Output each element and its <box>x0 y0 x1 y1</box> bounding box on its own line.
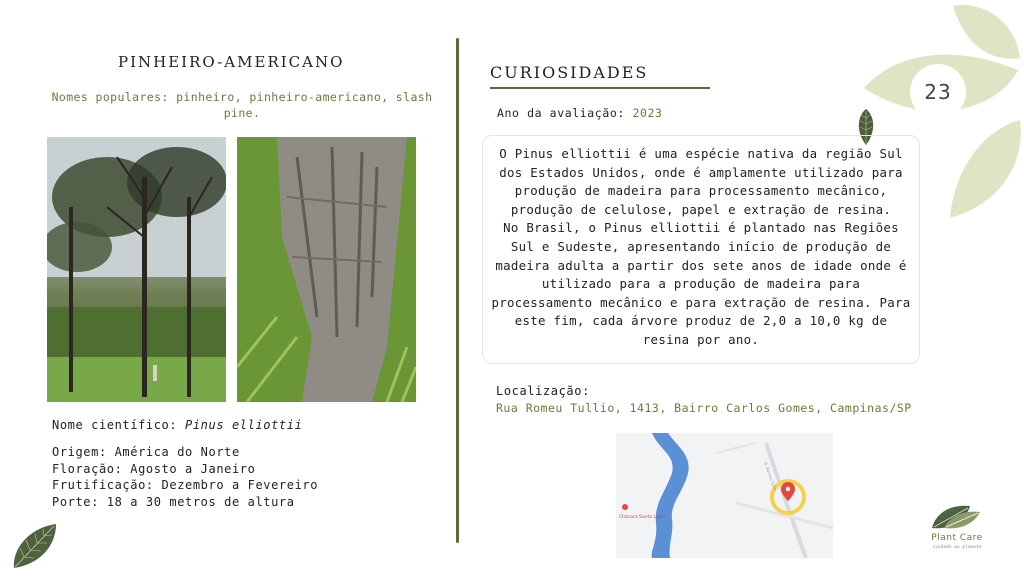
popular-names-label: Nomes populares: <box>51 90 169 104</box>
fact-fruiting: Frutificação: Dezembro a Fevereiro <box>52 478 319 492</box>
map-illustration <box>616 433 833 558</box>
plant-care-logo-icon <box>930 502 982 532</box>
popular-names <box>48 89 436 121</box>
column-divider <box>456 38 459 543</box>
evaluation-year <box>497 106 663 120</box>
fact-size: Porte: 18 a 30 metros de altura <box>52 494 295 509</box>
fact-flowering: Floração: Agosto a Janeiro <box>52 461 256 476</box>
leaf-shape <box>953 5 1020 59</box>
popular-names-value: pinheiro, pinheiro-americano, slash pine. <box>176 90 433 120</box>
location-map[interactable] <box>616 433 833 558</box>
location-label: Localização: <box>496 384 590 398</box>
map-place-label: Chácara Santa Lucia <box>619 515 666 520</box>
species-title: PINHEIRO-AMERICANO <box>118 53 345 71</box>
tree-photo <box>47 137 226 402</box>
trunk-photo-illustration <box>237 137 416 402</box>
page-number: 23 <box>910 64 966 120</box>
trunk-photo <box>237 137 416 402</box>
leaf-shape <box>950 120 1021 218</box>
scientific-name <box>52 418 302 432</box>
evaluation-year-label: Ano da avaliação: <box>497 106 625 120</box>
decorative-leaf-icon <box>10 522 60 570</box>
brand-tagline: cuidado ao planeta <box>932 545 982 550</box>
curiosities-underline <box>490 87 710 89</box>
description-box <box>482 135 920 364</box>
place-marker-icon <box>622 504 628 510</box>
species-facts <box>52 444 318 510</box>
evaluation-year-value: 2023 <box>632 106 663 120</box>
location-address: Rua Romeu Tullio, 1413, Bairro Carlos Gomes, Campinas/SP <box>496 401 912 415</box>
fact-origin: Origem: América do Norte <box>52 445 240 459</box>
tree-photo-illustration <box>47 137 226 402</box>
map-road-label: R. Romeu Tullio <box>763 461 779 493</box>
curiosities-title: CURIOSIDADES <box>490 63 649 82</box>
description-paragraph: No Brasil, o Pinus elliottii é plantado nas Regiões Sul e Sudeste, apresentando início de produção de madeira adulta a partir dos sete anos de idade onde é utilizado para a produção de madeira para processamento mecânico e para extração de resina. Para este fim, cada árvore produz de 2,0 a 10,0 kg de resina por ano. <box>491 220 911 347</box>
brand-name: Plant Care <box>931 533 983 543</box>
scientific-name-label: Nome científico: <box>52 418 178 432</box>
description-paragraph: O Pinus elliottii é uma espécie nativa da região Sul dos Estados Unidos, onde é amplamente utilizado para produção de madeira para processamento mecânico, produção de celulose, papel e extração de resina. <box>499 146 903 217</box>
scientific-name-value: Pinus elliottii <box>185 418 303 432</box>
